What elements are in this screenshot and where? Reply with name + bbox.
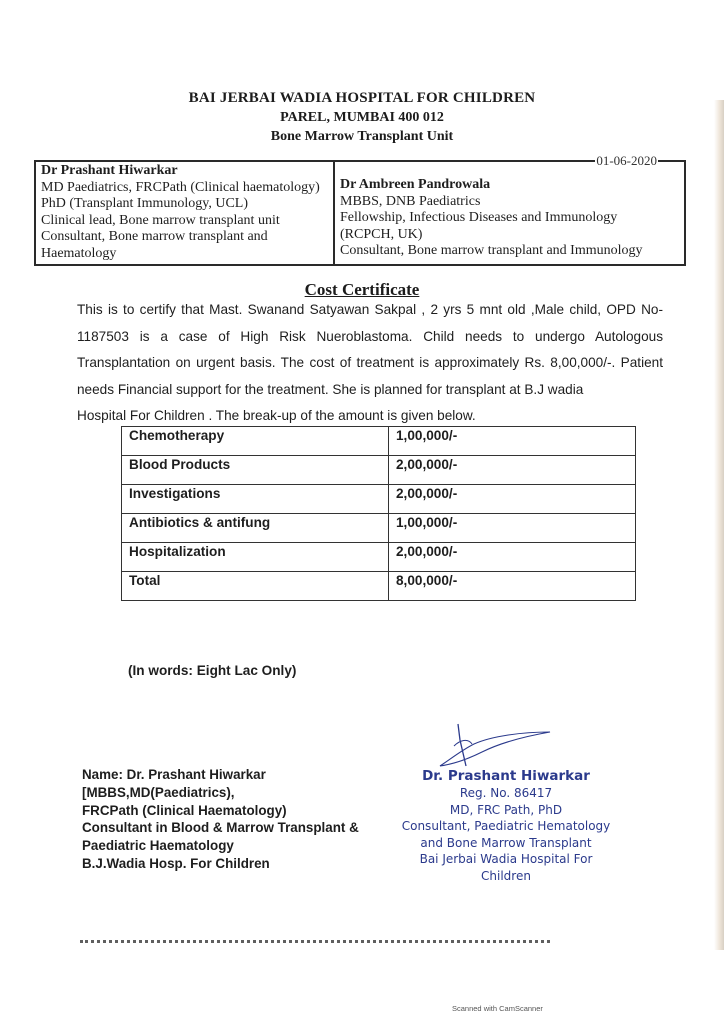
stamp-line: MD, FRC Path, PhD <box>449 802 563 817</box>
doctor-right-block <box>335 153 684 264</box>
doctor-left-name: Dr Prashant Hiwarkar <box>41 163 178 178</box>
cost-item: Blood Products <box>122 456 389 485</box>
certificate-body-last: Hospital For Children . The break-up of the amount is given below. <box>77 408 476 423</box>
amount-in-words: (In words: Eight Lac Only) <box>128 663 297 678</box>
signer-details <box>82 766 359 873</box>
stamp-line: Reg. No. 86417 <box>459 786 553 800</box>
doctors-box <box>34 153 686 266</box>
cost-amount: 2,00,000/- <box>389 485 636 514</box>
stamp-line: Consultant, Paediatric Hematology <box>401 819 611 833</box>
doctor-left-line: MD Paediatrics, FRCPath (Clinical haematology) <box>41 179 320 195</box>
scanner-watermark: Scanned with CamScanner <box>452 1004 543 1013</box>
table-row-total <box>122 572 636 601</box>
unit-name: Bone Marrow Transplant Unit <box>270 129 454 144</box>
doctor-stamp <box>396 768 616 884</box>
certificate-title: Cost Certificate <box>304 280 420 299</box>
signer-line: FRCPath (Clinical Haematology) <box>82 802 287 818</box>
cut-off-footer-note <box>80 940 550 948</box>
doctor-left-line: Haematology <box>41 245 117 261</box>
doctor-left-line: Clinical lead, Bone marrow transplant unit <box>41 212 280 228</box>
stamp-line: Bai Jerbai Wadia Hospital For Children <box>419 852 593 883</box>
doctor-left-block <box>36 162 335 264</box>
cost-item: Investigations <box>122 485 389 514</box>
handwritten-signature <box>432 722 572 772</box>
signer-line: Consultant in Blood & Marrow Transplant & <box>82 820 359 836</box>
hospital-name: BAI JERBAI WADIA HOSPITAL FOR CHILDREN <box>188 90 536 106</box>
letterhead <box>0 89 724 146</box>
certificate-body-main: This is to certify that Mast. Swanand Satyawan Sakpal , 2 yrs 5 mnt old ,Male child, OPD No-1187503 is a case of High Risk Nueroblastoma. Child needs to undergo Autologous Transplantation on urgent basis. The cost of treatment is approximately Rs. 8,00,000/-. Patient needs Financial support for the treatment. She is planned for transplant at B.J wadia <box>77 302 663 397</box>
cost-item: Antibiotics & antifung <box>122 514 389 543</box>
stamp-name: Dr. Prashant Hiwarkar <box>422 768 590 784</box>
doctor-right-line: MBBS, DNB Paediatrics <box>340 193 481 209</box>
signer-line: [MBBS,MD(Paediatrics), <box>82 784 235 800</box>
doctor-left-line: PhD (Transplant Immunology, UCL) <box>41 196 249 211</box>
cost-item: Chemotherapy <box>122 427 389 456</box>
doctor-right-line: Consultant, Bone marrow transplant and Immunology <box>340 243 643 258</box>
doctor-left-line: Consultant, Bone marrow transplant and <box>41 229 268 244</box>
table-row <box>122 456 636 485</box>
hospital-address: PAREL, MUMBAI 400 012 <box>280 110 444 125</box>
table-row <box>122 514 636 543</box>
table-row <box>122 543 636 572</box>
cost-amount-total: 8,00,000/- <box>389 572 636 601</box>
doctor-right-line: (RCPCH, UK) <box>340 226 423 242</box>
signer-line: Paediatric Haematology <box>82 838 234 854</box>
signer-line: B.J.Wadia Hosp. For Children <box>82 855 270 871</box>
doctor-right-name: Dr Ambreen Pandrowala <box>340 177 491 192</box>
stamp-line: and Bone Marrow Transplant <box>420 835 592 850</box>
cost-breakup-table <box>121 426 636 601</box>
cost-amount: 2,00,000/- <box>389 456 636 485</box>
table-row <box>122 427 636 456</box>
cost-item-total: Total <box>122 572 389 601</box>
cost-amount: 1,00,000/- <box>389 514 636 543</box>
scan-page-edge <box>714 100 724 950</box>
certificate-body <box>77 297 663 430</box>
cost-amount: 1,00,000/- <box>389 427 636 456</box>
cost-item: Hospitalization <box>122 543 389 572</box>
document-date: 01-06-2020 <box>596 153 657 168</box>
cost-amount: 2,00,000/- <box>389 543 636 572</box>
signer-line: Name: Dr. Prashant Hiwarkar <box>82 767 266 782</box>
doctor-right-line: Fellowship, Infectious Diseases and Immunology <box>340 210 618 225</box>
table-row <box>122 485 636 514</box>
